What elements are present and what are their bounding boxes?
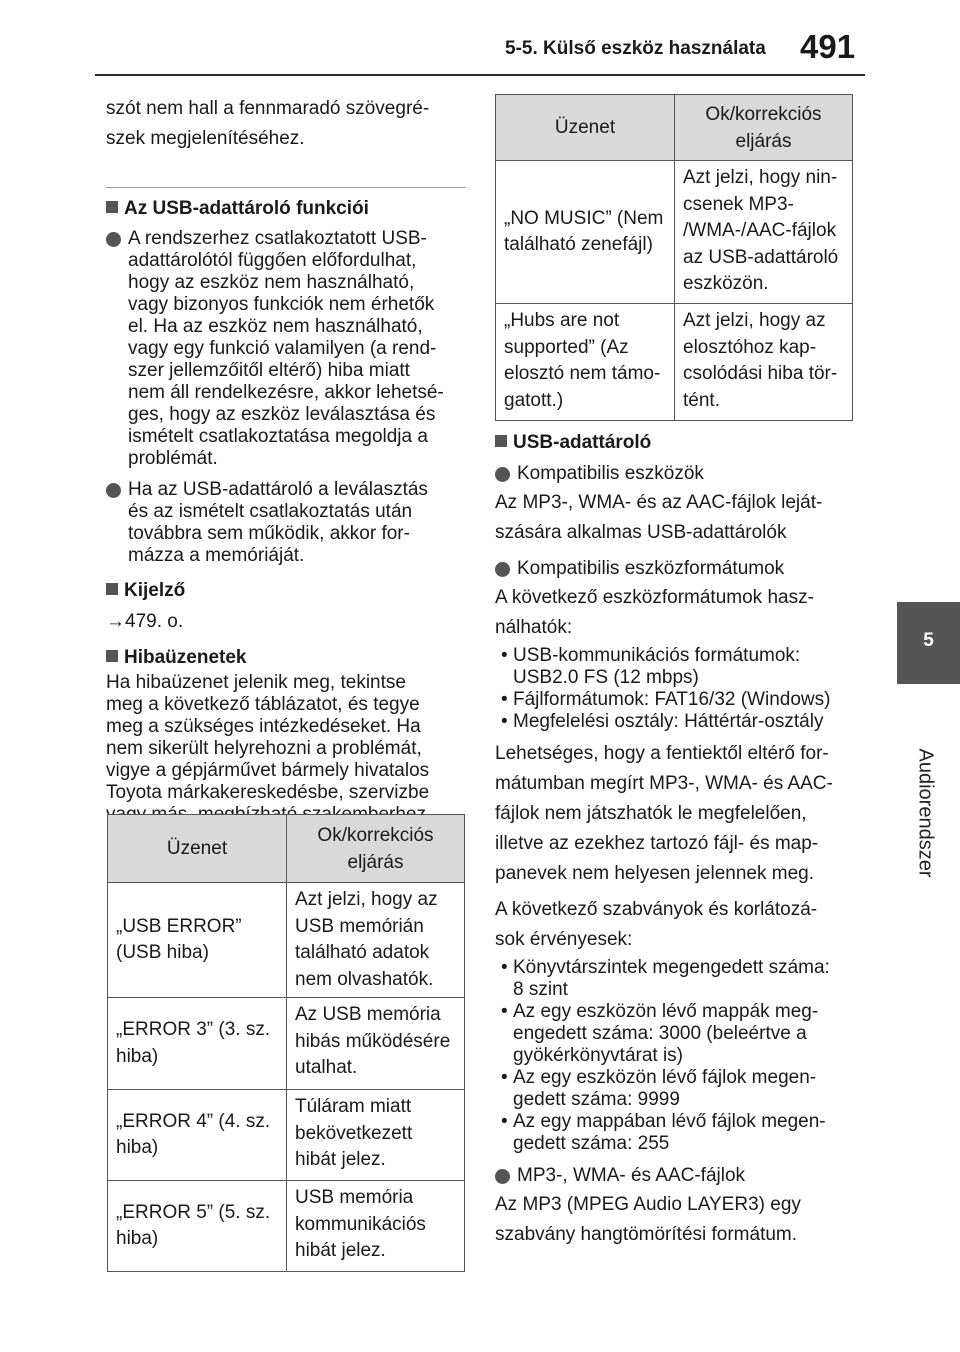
table-row [496, 304, 853, 421]
text-line: mázza a memóriáját. [128, 545, 305, 566]
message-cell: „USB ERROR” (USB hiba) [108, 883, 287, 998]
right-column [495, 430, 855, 1250]
text-line: Ha az USB-adattároló a leválasztás [128, 479, 428, 500]
text-line: szer jellemzőitől eltérő) hiba miatt [128, 360, 410, 381]
chapter-label: Audiorendszer [914, 748, 937, 878]
text-line: A rendszerhez csatlakoztatott USB- [128, 228, 427, 249]
formats-paragraph [495, 739, 855, 889]
text-line: vigye a gépjárművet bármely hivatalos [106, 760, 430, 781]
text-line: Ha hibaüzenet jelenik meg, tekintse [106, 672, 406, 693]
round-bullet-icon [106, 483, 121, 498]
limits-list [495, 957, 855, 1155]
section-title: 5-5. Külső eszköz használata [505, 38, 766, 59]
left-column [106, 94, 466, 826]
square-bullet-icon [106, 583, 118, 595]
chapter-number: 5 [923, 630, 934, 651]
message-cell: „ERROR 3” (3. sz. hiba) [108, 998, 287, 1090]
usb-functions-heading: Az USB-adattároló funkciói [106, 196, 466, 221]
cause-cell: USB memória kommunikációs hibát jelez. [287, 1181, 465, 1272]
table-row [108, 883, 465, 998]
error-message-table [107, 814, 465, 1272]
text-line: szására alkalmas USB-adattárolók [495, 522, 787, 543]
intro-line: szót nem hall a fennmaradó szövegré- [106, 98, 430, 119]
audio-files-heading: MP3-, WMA- és AAC-fájlok [495, 1165, 855, 1187]
round-bullet-icon [495, 562, 510, 577]
message-cell: „ERROR 4” (4. sz. hiba) [108, 1090, 287, 1181]
text-line: Az MP3 (MPEG Audio LAYER3) egy [495, 1194, 801, 1215]
square-bullet-icon [495, 435, 507, 447]
round-bullet-icon [495, 467, 510, 482]
usb-storage-heading: USB-adattároló [495, 430, 855, 455]
text-line: mátumban megírt MP3-, WMA- és AAC- [495, 773, 833, 794]
text-line: illetve az ezekhez tartozó fájl- és map- [495, 833, 819, 854]
compat-formats-text [495, 583, 855, 643]
cause-cell: Túláram miatt bekövetkezett hibát jelez. [287, 1090, 465, 1181]
round-bullet-icon [495, 1169, 510, 1184]
list-item: • USB-kommunikációs formátumok: USB2.0 FS (12 mbps) [501, 645, 801, 688]
page-number: 491 [800, 28, 856, 65]
header-rule [95, 74, 865, 76]
text-line: és az ismételt csatlakoztatás után [128, 501, 413, 522]
list-item: • Az egy mappában lévő fájlok megen- gedett száma: 255 [501, 1111, 826, 1154]
formats-list [495, 645, 855, 733]
text-line: szabvány hangtömörítési formátum. [495, 1224, 798, 1245]
header-message: Üzenet [108, 815, 287, 883]
header-cause: Ok/korrekciós eljárás [675, 95, 853, 161]
text-line: hogy az eszköz nem használható, [128, 272, 415, 293]
text-line: fájlok nem játszhatók le megfelelően, [495, 803, 807, 824]
round-bullet-icon [106, 232, 121, 247]
list-item: • Az egy eszközön lévő mappák meg- engedett száma: 3000 (beleértve a gyökérkönyvtárat is) [501, 1001, 819, 1066]
audio-files-text [495, 1190, 855, 1250]
text-line: ges, hogy az eszköz leválasztása és [128, 404, 436, 425]
table-row [108, 1090, 465, 1181]
intro-line: szek megjelenítéséhez. [106, 128, 305, 149]
section-divider [106, 187, 466, 188]
text-line: vagy bizonyos funkciók nem érhetők [128, 294, 435, 315]
text-line: el. Ha az eszköz nem használható, [128, 316, 423, 337]
list-item: • Fájlformátumok: FAT16/32 (Windows) [501, 689, 831, 710]
text-line: panevek nem helyesen jelennek meg. [495, 863, 814, 884]
errors-paragraph [106, 672, 466, 826]
text-line: sok érvényesek: [495, 929, 633, 950]
list-item: • Az egy eszközön lévő fájlok megen- gedett száma: 9999 [501, 1067, 817, 1110]
list-item: • Könyvtárszintek megengedett száma: 8 szint [501, 957, 830, 1000]
message-cell: „NO MUSIC” (Nem található zenefájl) [496, 161, 675, 304]
text-line: nálhatók: [495, 617, 573, 638]
square-bullet-icon [106, 650, 118, 662]
error-message-table-continued [495, 94, 853, 421]
message-cell: „ERROR 5” (5. sz. hiba) [108, 1181, 287, 1272]
table-header-row [496, 95, 853, 161]
text-line: adattárolótól függően előfordulhat, [128, 250, 417, 271]
text-line: nem áll rendelkezésre, akkor lehetsé- [128, 382, 444, 403]
header-cause: Ok/korrekciós eljárás [287, 815, 465, 883]
list-item: • Megfelelési osztály: Háttértár-osztály [501, 711, 824, 732]
text-line: ismételt csatlakoztatása megoldja a [128, 426, 428, 447]
text-line: A következő szabványok és korlátozá- [495, 899, 818, 920]
text-line: meg a következő táblázatot, és tegye [106, 694, 420, 715]
message-cell: „Hubs are not supported” (Az elosztó nem támo- gatott.) [496, 304, 675, 421]
list-item [106, 228, 466, 470]
compat-devices-heading: Kompatibilis eszközök [495, 463, 855, 485]
text-line: továbbra sem működik, akkor for- [128, 523, 410, 544]
table-row [108, 1181, 465, 1272]
cause-cell: Azt jelzi, hogy az USB memórián található adatok nem olvashatók. [287, 883, 465, 998]
cause-cell: Azt jelzi, hogy az elosztóhoz kap- csolódási hiba tör- tént. [675, 304, 853, 421]
header-message: Üzenet [496, 95, 675, 161]
table-header-row [108, 815, 465, 883]
display-reference: →479. o. [106, 611, 184, 632]
text-line: problémát. [128, 448, 218, 469]
text-line: nem sikerült helyrehozni a problémát, [106, 738, 422, 759]
cause-cell: Az USB memória hibás működésére utalhat. [287, 998, 465, 1090]
text-line: Toyota márkakereskedésbe, szervizbe [106, 782, 430, 803]
display-heading: Kijelző [106, 578, 466, 603]
text-line: Az MP3-, WMA- és az AAC-fájlok leját- [495, 492, 823, 513]
text-line: A következő eszközformátumok hasz- [495, 587, 814, 608]
text-line: Lehetséges, hogy a fentiektől eltérő for- [495, 743, 829, 764]
text-line: vagy egy funkció valamilyen (a rend- [128, 338, 437, 359]
limits-intro [495, 895, 855, 955]
text-line: meg a szükséges intézkedéseket. Ha [106, 716, 421, 737]
chapter-tab [897, 602, 960, 684]
table-row [496, 161, 853, 304]
list-item [106, 479, 466, 567]
square-bullet-icon [106, 201, 118, 213]
cause-cell: Azt jelzi, hogy nin- csenek MP3- /WMA-/AAC-fájlok az USB-adattároló eszközön. [675, 161, 853, 304]
compat-devices-text [495, 488, 855, 548]
errors-heading: Hibaüzenetek [106, 645, 466, 670]
compat-formats-heading: Kompatibilis eszközformátumok [495, 558, 855, 580]
table-row [108, 998, 465, 1090]
